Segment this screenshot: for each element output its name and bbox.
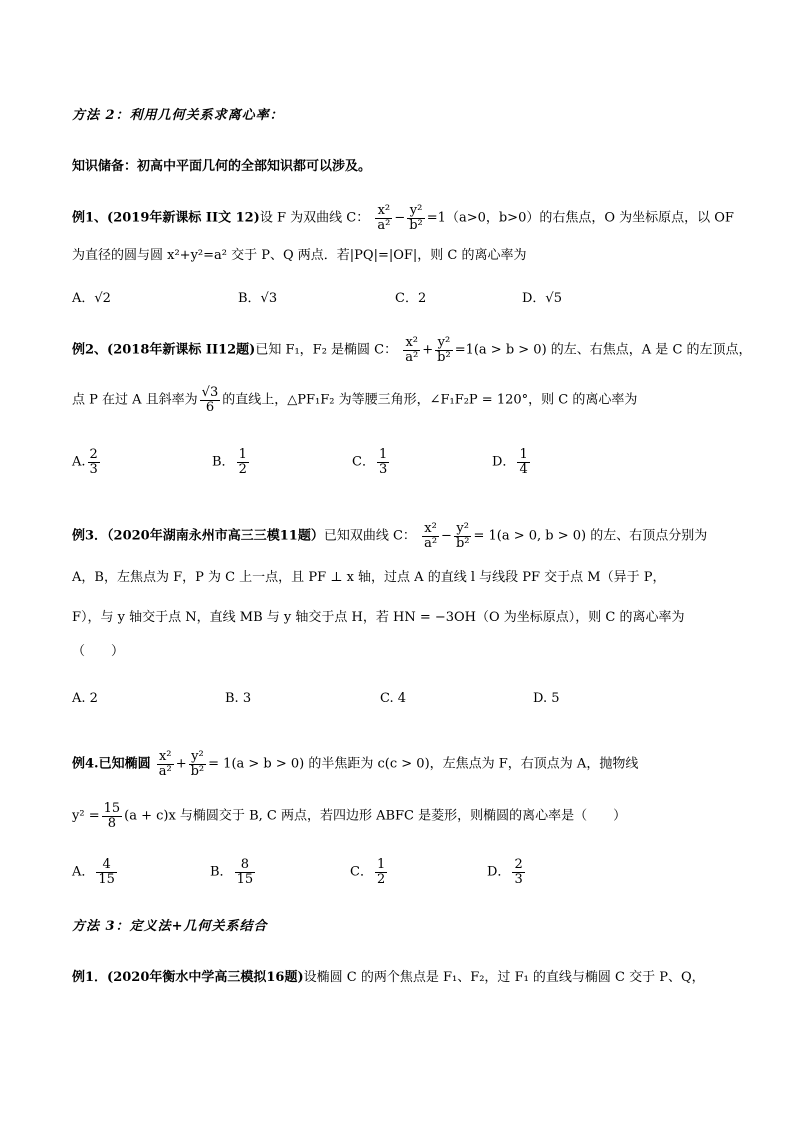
ex2-line2 (72, 386, 637, 414)
ex4-title: 例4. (72, 756, 99, 772)
ex4-line1 (72, 750, 638, 778)
ex2-option-d: D． $\frac{1}{4}$ (492, 447, 528, 477)
ex4-option-b: B． $\frac{8}{15}$ (210, 857, 254, 887)
ex1-minus: − (394, 210, 406, 226)
ex2-plus: + (422, 342, 434, 358)
ex3-stem-a: 已知双曲线 C： (323, 528, 416, 544)
ex3-option-b: B. 3 (225, 691, 252, 706)
ex1-option-c: C．2 (395, 291, 427, 306)
ex2-option-a: A. $\frac{2}{3}$ (72, 447, 98, 477)
ex4-line2-a: y² = (72, 808, 100, 824)
ex2-option-c: C． $\frac{1}{3}$ (352, 447, 388, 477)
ex2-title: 例2、(2018年新课标 II12题) (72, 342, 256, 358)
ex3-line2: A，B，左焦点为 F，P 为 C 上一点，且 PF ⊥ x 轴，过点 A 的直线 l 与线段 PF 交于点 M（异于 P， (72, 570, 666, 585)
ex3-stem-b: = 1(a > 0, b > 0) 的左、右顶点分别为 (473, 528, 708, 544)
ex3-line1 (72, 522, 707, 550)
ex2-frac-x: $\frac{\text{x²}}{\text{a²}}$ (405, 335, 419, 365)
ex4-stem-a: 已知椭圆 (98, 756, 151, 772)
ex4-frac-x: $\frac{\text{x²}}{\text{a²}}$ (158, 749, 172, 779)
ex5-title: 例1．(2020年衡水中学高三模拟16题) (72, 970, 304, 985)
ex1-frac-x: $\frac{\text{x²}}{\text{a²}}$ (377, 203, 391, 233)
ex4-line2-b: (a + c)x 与椭圆交于 B, C 两点，若四边形 ABFC 是菱形，则椭圆的离心率是（ ） (124, 808, 627, 824)
ex3-frac-y: $\frac{\text{y²}}{\text{b²}}$ (455, 521, 470, 551)
ex2-line1 (72, 336, 752, 364)
ex1-option-d: D．√5 (522, 291, 562, 306)
ex1-stem-a: 设 F 为双曲线 C： (259, 210, 370, 226)
ex4-line2 (72, 802, 626, 830)
ex4-option-c: C． $\frac{1}{2}$ (350, 857, 386, 887)
ex4-stem-b: = 1(a > b > 0) 的半焦距为 c(c > 0)，左焦点为 F，右顶点为 A，抛物线 (208, 756, 639, 772)
ex2-stem-a: 已知 F₁，F₂ 是椭圆 C： (255, 342, 398, 358)
ex1-stem-b: =1（a>0，b>0）的右焦点，O 为坐标原点，以 OF (426, 210, 734, 226)
ex4-frac-y: $\frac{\text{y²}}{\text{b²}}$ (190, 749, 205, 779)
ex4-option-d: D． $\frac{2}{3}$ (487, 857, 523, 887)
ex1-option-b: B．√3 (238, 291, 278, 306)
ex2-frac-y: $\frac{\text{y²}}{\text{b²}}$ (437, 335, 451, 365)
ex4-frac-15-8: $\frac{15}{8}$ (103, 801, 121, 831)
ex3-option-c: C. 4 (380, 691, 407, 706)
ex2-line2-b: 的直线上，△PF₁F₂ 为等腰三角形，∠F₁F₂P = 120°，则 C 的离心率为 (222, 392, 638, 408)
ex3-line4: （ ） (72, 644, 125, 659)
ex1-title: 例1、(2019年新课标 II文 12) (72, 210, 260, 226)
method3-header: 方法 3：定义法+几何关系结合 (72, 919, 268, 934)
ex5-text: 设椭圆 C 的两个焦点是 F₁、F₂，过 F₁ 的直线与椭圆 C 交于 P、Q， (303, 970, 705, 985)
ex2-stem-b: =1(a > b > 0) 的左、右焦点，A 是 C 的左顶点， (454, 342, 752, 358)
ex1-line1 (72, 204, 734, 232)
ex4-plus: + (175, 756, 187, 772)
ex3-line3: F），与 y 轴交于点 N，直线 MB 与 y 轴交于点 H，若 HN = −3OH（O 为坐标原点），则 C 的离心率为 (72, 610, 685, 625)
ex1-option-a: A．√2 (72, 291, 111, 306)
ex3-option-d: D. 5 (533, 691, 560, 706)
ex1-frac-y: $\frac{\text{y²}}{\text{b²}}$ (409, 203, 423, 233)
ex2-line2-a: 点 P 在过 A 且斜率为 (72, 392, 198, 408)
ex3-minus: − (441, 528, 452, 544)
ex3-frac-x: $\frac{\text{x²}}{\text{a²}}$ (424, 521, 438, 551)
knowledge-note: 知识储备：初高中平面几何的全部知识都可以涉及。 (72, 159, 372, 174)
ex2-option-b: B． $\frac{1}{2}$ (212, 447, 247, 477)
ex3-title: 例3．（2020年湖南永州市高三三模11题） (72, 528, 324, 544)
ex3-option-a: A. 2 (72, 691, 98, 706)
ex4-option-a: A． $\frac{4}{15}$ (72, 857, 115, 887)
ex2-slope-frac: $\frac{√3}{6}$ (201, 385, 219, 415)
ex1-line2: 为直径的圆与圆 x²+y²=a² 交于 P、Q 两点．若|PQ|=|OF|，则 C 的离心率为 (72, 248, 527, 263)
method2-header: 方法 2：利用几何关系求离心率： (72, 108, 284, 123)
ex5-line1 (72, 968, 705, 988)
